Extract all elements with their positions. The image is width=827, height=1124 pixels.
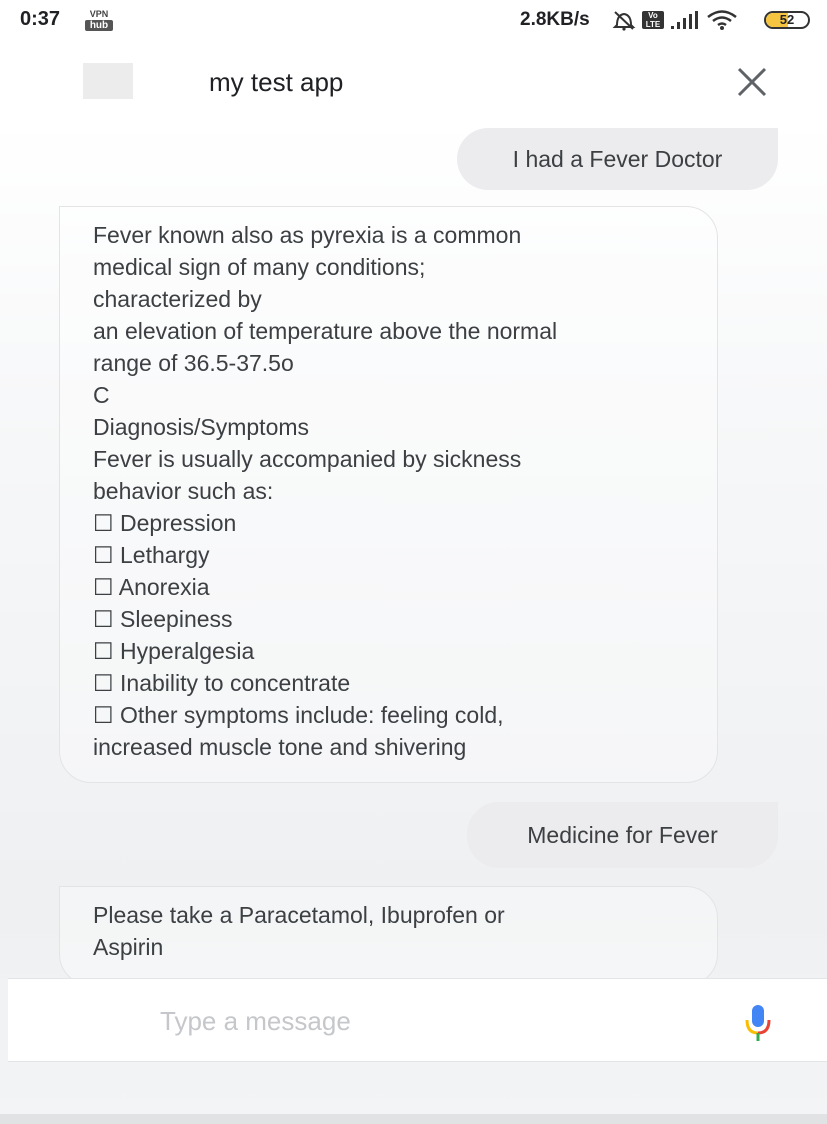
message-line: Diagnosis/Symptoms	[93, 414, 310, 440]
message-line: ☐ Sleepiness	[93, 606, 233, 632]
user-message-text: Medicine for Fever	[527, 822, 718, 848]
volte-icon	[642, 11, 664, 29]
battery-level: 52	[779, 12, 795, 27]
app-logo	[83, 63, 133, 99]
message-line: behavior such as:	[93, 478, 274, 504]
microphone-button[interactable]	[743, 1003, 773, 1043]
message-line: ☐ Other symptoms include: feeling cold,	[93, 702, 504, 728]
status-bar	[0, 0, 827, 40]
user-message-text: I had a Fever Doctor	[512, 146, 723, 172]
message-line: an elevation of temperature above the normal	[93, 318, 558, 344]
vpn-hub-icon	[85, 9, 113, 31]
close-button[interactable]	[732, 62, 772, 102]
message-line: characterized by	[93, 286, 262, 312]
message-line: Aspirin	[93, 934, 164, 960]
message-line: C	[93, 382, 110, 408]
message-line: medical sign of many conditions;	[93, 254, 426, 280]
chat-area[interactable]	[0, 122, 827, 978]
status-icons	[612, 8, 738, 32]
message-line: Please take a Paracetamol, Ibuprofen or	[93, 902, 505, 928]
vpn-label: VPN	[89, 9, 109, 19]
navigation-bar	[0, 1114, 827, 1124]
app-header	[0, 40, 827, 122]
message-line: ☐ Hyperalgesia	[93, 638, 255, 664]
wifi-icon	[706, 9, 738, 31]
microphone-icon	[743, 1003, 773, 1043]
signal-icon	[670, 10, 700, 30]
message-line: Fever known also as pyrexia is a common	[93, 222, 522, 248]
status-time: 0:37	[20, 8, 61, 30]
app-title: my test app	[209, 67, 344, 97]
message-line: Fever is usually accompanied by sickness	[93, 446, 522, 472]
battery-icon	[764, 11, 810, 29]
message-line: ☐ Lethargy	[93, 542, 210, 568]
close-icon	[736, 66, 768, 98]
message-line: range of 36.5-37.5o	[93, 350, 294, 376]
volte-label: Vo LTE	[645, 11, 661, 29]
message-input-bar	[8, 978, 827, 1062]
user-message	[467, 802, 778, 868]
message-line: ☐ Depression	[93, 510, 237, 536]
user-message	[457, 128, 778, 190]
message-line: increased muscle tone and shivering	[93, 734, 467, 760]
message-line: ☐ Inability to concentrate	[93, 670, 351, 696]
message-line: ☐ Anorexia	[93, 574, 210, 600]
bot-message-text	[93, 219, 685, 763]
hub-label: hub	[85, 20, 113, 31]
alarm-off-icon	[612, 9, 636, 31]
bot-message	[59, 206, 718, 783]
network-speed: 2.8KB/s	[520, 9, 590, 30]
bot-message-text	[93, 899, 685, 963]
bot-message	[59, 886, 718, 978]
message-input[interactable]	[158, 997, 682, 1045]
